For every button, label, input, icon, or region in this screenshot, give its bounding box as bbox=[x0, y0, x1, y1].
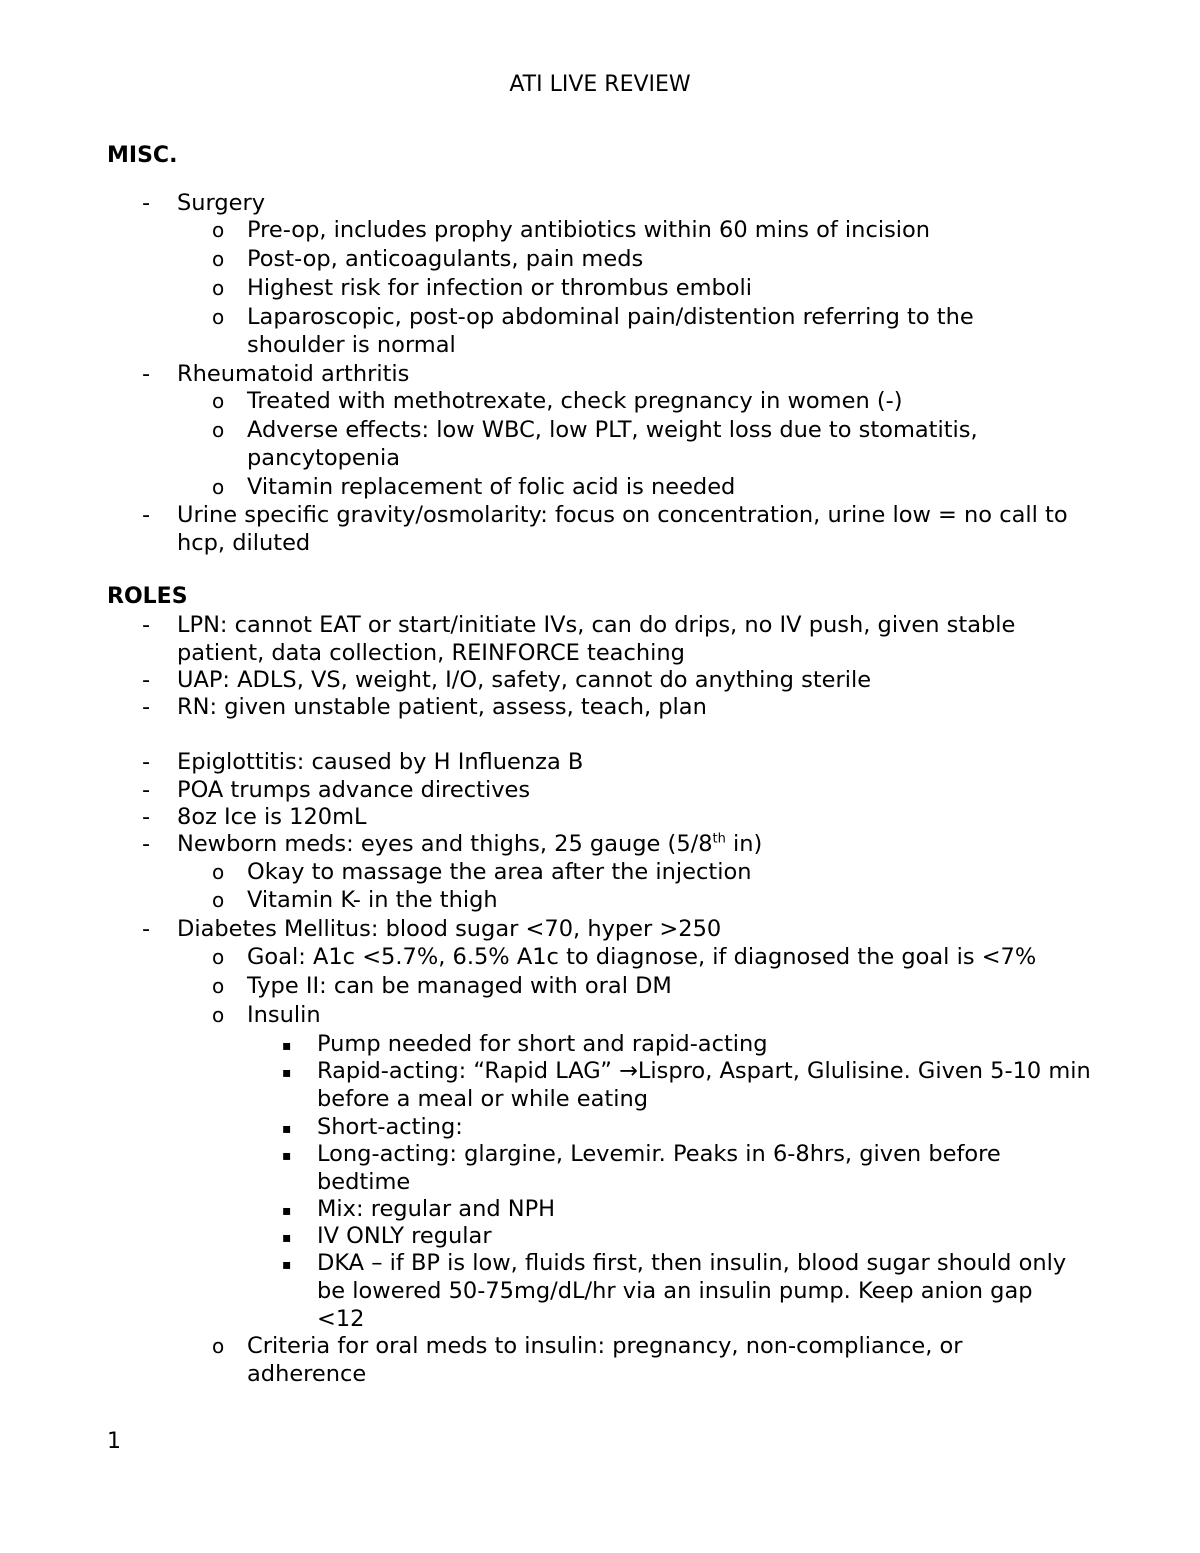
square-bullet: ▪ bbox=[282, 1038, 292, 1054]
circle-bullet: o bbox=[212, 945, 225, 969]
list-item-text: Adverse effects: low WBC, low PLT, weight loss due to stomatitis, pancytopenia bbox=[247, 417, 978, 471]
circle-bullet: o bbox=[212, 218, 225, 242]
dash-bullet: - bbox=[142, 667, 151, 693]
list-item-text: Diabetes Mellitus: blood sugar <70, hyper >250 bbox=[177, 916, 722, 942]
list-item-text: Pump needed for short and rapid-acting bbox=[317, 1031, 768, 1057]
list-item-text: Rheumatoid arthritis bbox=[177, 361, 410, 387]
list-item-text: Vitamin replacement of folic acid is needed bbox=[247, 474, 736, 500]
dash-bullet: - bbox=[142, 361, 151, 387]
list-item-text: Highest risk for infection or thrombus emboli bbox=[247, 275, 753, 301]
section-heading-misc: MISC. bbox=[107, 143, 178, 168]
list-item-text: Vitamin K- in the thigh bbox=[247, 887, 498, 913]
square-bullet: ▪ bbox=[282, 1230, 292, 1246]
dash-bullet: - bbox=[142, 502, 151, 528]
list-item bbox=[212, 1001, 1097, 1029]
list-item bbox=[212, 245, 1097, 273]
list-item-text: Treated with methotrexate, check pregnancy in women (-) bbox=[247, 388, 903, 414]
list-item-text: Post-op, anticoagulants, pain meds bbox=[247, 246, 644, 272]
list-item bbox=[142, 611, 1067, 667]
list-item-text: UAP: ADLS, VS, weight, I/O, safety, cannot do anything sterile bbox=[177, 667, 872, 693]
list-item-text: Surgery bbox=[177, 190, 266, 216]
list-item-text: Pre-op, includes prophy antibiotics within 60 mins of incision bbox=[247, 217, 931, 243]
page-number: 1 bbox=[107, 1429, 121, 1454]
list-item bbox=[212, 303, 1037, 359]
circle-bullet: o bbox=[212, 974, 225, 998]
dash-bullet: - bbox=[142, 694, 151, 720]
list-item bbox=[282, 1222, 1097, 1250]
square-bullet: ▪ bbox=[282, 1121, 292, 1137]
list-item bbox=[282, 1140, 1057, 1196]
list-item bbox=[282, 1249, 1087, 1333]
dash-bullet: - bbox=[142, 749, 151, 775]
list-item bbox=[212, 216, 1097, 244]
circle-bullet: o bbox=[212, 247, 225, 271]
list-item bbox=[282, 1030, 1097, 1058]
list-item-text: Short-acting: bbox=[317, 1114, 463, 1140]
document-title: ATI LIVE REVIEW bbox=[509, 72, 691, 97]
list-item-text: Insulin bbox=[247, 1002, 321, 1028]
dash-bullet: - bbox=[142, 612, 151, 638]
dash-bullet: - bbox=[142, 831, 151, 857]
newborn-label-suffix: in) bbox=[725, 831, 763, 857]
list-item-text: POA trumps advance directives bbox=[177, 777, 531, 803]
list-item-text: Epiglottitis: caused by H Influenza B bbox=[177, 749, 584, 775]
circle-bullet: o bbox=[212, 276, 225, 300]
circle-bullet: o bbox=[212, 860, 225, 884]
circle-bullet: o bbox=[212, 305, 225, 329]
list-item-text: Rapid-acting: “Rapid LAG” →Lispro, Aspart, Glulisine. Given 5-10 min before a meal or while eating bbox=[317, 1058, 1091, 1112]
list-item bbox=[212, 972, 1097, 1000]
square-bullet: ▪ bbox=[282, 1257, 292, 1273]
list-item bbox=[142, 830, 1097, 858]
square-bullet: ▪ bbox=[282, 1148, 292, 1164]
circle-bullet: o bbox=[212, 1003, 225, 1027]
list-item-text: Type II: can be managed with oral DM bbox=[247, 973, 672, 999]
dash-bullet: - bbox=[142, 804, 151, 830]
list-item bbox=[212, 473, 1097, 501]
list-item-text: DKA – if BP is low, fluids first, then insulin, blood sugar should only be lowered 50-75mg/dL/hr via an insulin pump. Keep anion gap <12 bbox=[317, 1250, 1067, 1332]
list-item-text: LPN: cannot EAT or start/initiate IVs, can do drips, no IV push, given stable patient, data collection, REINFORCE teaching bbox=[177, 612, 1016, 666]
newborn-label-text: Newborn meds: eyes and thighs, 25 gauge (5/8 bbox=[177, 831, 713, 857]
circle-bullet: o bbox=[212, 389, 225, 413]
section-heading-roles: ROLES bbox=[107, 584, 188, 609]
dash-bullet: - bbox=[142, 190, 151, 216]
list-item bbox=[142, 748, 1097, 776]
circle-bullet: o bbox=[212, 475, 225, 499]
dash-bullet: - bbox=[142, 916, 151, 942]
list-item-text: Urine specific gravity/osmolarity: focus on concentration, urine low = no call to hcp, diluted bbox=[177, 502, 1068, 556]
list-item bbox=[212, 943, 1127, 971]
list-item-text: IV ONLY regular bbox=[317, 1223, 492, 1249]
list-item-text: Long-acting: glargine, Levemir. Peaks in 6-8hrs, given before bedtime bbox=[317, 1141, 1001, 1195]
list-item-text: Mix: regular and NPH bbox=[317, 1196, 556, 1222]
list-item-text bbox=[177, 830, 1097, 858]
list-item bbox=[142, 776, 1097, 804]
list-item-text: 8oz Ice is 120mL bbox=[177, 804, 367, 830]
circle-bullet: o bbox=[212, 888, 225, 912]
circle-bullet: o bbox=[212, 418, 225, 442]
square-bullet: ▪ bbox=[282, 1065, 292, 1081]
list-item bbox=[142, 915, 1097, 943]
list-item bbox=[282, 1113, 1097, 1141]
square-bullet: ▪ bbox=[282, 1203, 292, 1219]
ordinal-superscript: th bbox=[712, 831, 726, 847]
list-item bbox=[142, 666, 1097, 694]
list-item-text: Goal: A1c <5.7%, 6.5% A1c to diagnose, if diagnosed the goal is <7% bbox=[247, 944, 1037, 970]
list-item bbox=[212, 1332, 1017, 1388]
circle-bullet: o bbox=[212, 1334, 225, 1358]
list-item bbox=[142, 693, 1097, 721]
dash-bullet: - bbox=[142, 777, 151, 803]
list-item-text: Criteria for oral meds to insulin: pregnancy, non-compliance, or adherence bbox=[247, 1333, 963, 1387]
list-item bbox=[212, 387, 1097, 415]
list-item bbox=[212, 416, 1047, 472]
list-item-text: RN: given unstable patient, assess, teach, plan bbox=[177, 694, 707, 720]
list-item bbox=[212, 886, 1097, 914]
list-item bbox=[142, 501, 1087, 557]
list-item bbox=[212, 274, 1097, 302]
list-item bbox=[282, 1057, 1092, 1113]
list-item-text: Okay to massage the area after the injection bbox=[247, 859, 752, 885]
list-item bbox=[282, 1195, 1097, 1223]
list-item bbox=[212, 858, 1097, 886]
list-item-text: Laparoscopic, post-op abdominal pain/distention referring to the shoulder is normal bbox=[247, 304, 974, 358]
list-item bbox=[142, 360, 1097, 388]
list-item bbox=[142, 803, 1097, 831]
list-item bbox=[142, 189, 1097, 217]
